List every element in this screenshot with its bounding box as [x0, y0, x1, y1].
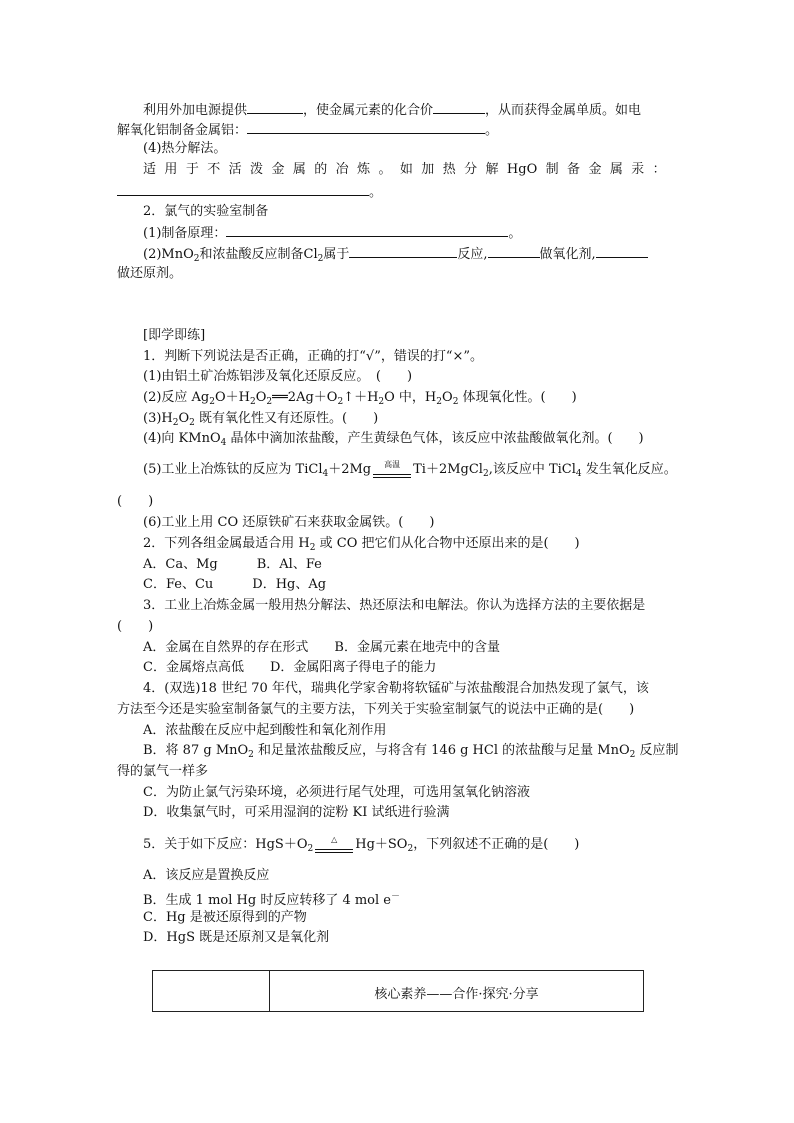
- text-line: (1)制备原理： 。: [143, 226, 522, 241]
- question-4-stem-cont: 方法至今还是实验室制备氯气的主要方法，下列关于实验室制氯气的说法中正确的是( ): [117, 702, 635, 717]
- statement-1: (1)由铝土矿冶炼铝涉及氧化还原反应。 ( ): [143, 369, 413, 384]
- option-d: D．收集氯气时，可采用湿润的淀粉 KI 试纸进行验满: [143, 805, 450, 820]
- statement-6: (6)工业上用 CO 还原铁矿石来获取金属铁。( ): [143, 515, 435, 530]
- blank: [349, 245, 457, 258]
- section-banner: [152, 970, 644, 1012]
- blank: [247, 121, 485, 134]
- question-2-stem: 2．下列各组金属最适合用 $H_2$ 或 CO 把它们从化合物中还原出来的是( ): [143, 536, 580, 553]
- text-line: 。: [117, 183, 382, 201]
- text-line: (2)MnO$_2$和浓盐酸反应制备$Cl_2$属于 反应, 做氧化剂,: [143, 245, 648, 267]
- option-b: B．生成 1 mol Hg 时反应转移了 4 mol e－: [143, 892, 401, 908]
- option-a: A．该反应是置换反应: [143, 868, 270, 883]
- option-c: C．为防止氯气污染环境，必须进行尾气处理，可选用氢氧化钠溶液: [143, 785, 530, 800]
- text-line: (4)热分解法。: [143, 141, 227, 156]
- statement-2: (2)反应 $Ag_2O+H_2O_2══2Ag+O_2↑+H_2O$ 中，$H_2O_2$ 体现氧化性。( ): [143, 390, 577, 407]
- answer-paren: ( ): [117, 494, 154, 509]
- option-c: C．Hg 是被还原得到的产物: [143, 910, 307, 925]
- option-line: C．金属熔点高低 D．金属阳离子得电子的能力: [143, 660, 437, 675]
- blank: [226, 224, 508, 237]
- option-a: A．浓盐酸在反应中起到酸性和氧化剂作用: [143, 723, 387, 738]
- blank: [596, 245, 648, 258]
- option-line: A．金属在自然界的存在形式 B．金属元素在地壳中的含量: [143, 640, 500, 655]
- banner-left-cell: [153, 971, 270, 1011]
- text-line: 做还原剂。: [117, 266, 183, 281]
- question-1-stem: 1．判断下列说法是否正确，正确的打“√”，错误的打“×”。: [143, 349, 484, 364]
- justified-line: 适 用 于 不 活 泼 金 属 的 冶 炼 。 如 加 热 分 解 HgO 制 备 金 属 汞 ：: [143, 162, 666, 177]
- blank: [247, 101, 303, 114]
- section-heading: 2．氯气的实验室制备: [143, 204, 269, 219]
- text-line: 解氧化铝制备金属铝： 。: [117, 123, 499, 138]
- question-4-stem: 4．(双选)18 世纪 70 年代，瑞典化学家舍勒将软锰矿与浓盐酸混合加热发现了氯气，该: [143, 681, 649, 696]
- blank: [117, 183, 369, 196]
- blank: [433, 101, 485, 114]
- answer-paren: ( ): [117, 619, 154, 634]
- section-label: [即学即练]: [143, 328, 206, 343]
- blank: [488, 245, 540, 258]
- option-line: C．Fe、Cu D．Hg、Ag: [143, 577, 327, 592]
- option-b: B．将 87 g MnO$_2$ 和足量浓盐酸反应，与将含有 146 g HCl 的浓盐酸与足量 MnO$_2$ 反应制: [143, 743, 679, 760]
- option-b-cont: 得的氯气一样多: [117, 764, 209, 779]
- option-d: D．HgS 既是还原剂又是氧化剂: [143, 930, 330, 945]
- question-3-stem: 3．工业上冶炼金属一般用热分解法、热还原法和电解法。你认为选择方法的主要依据是: [143, 598, 646, 613]
- statement-4: (4)向 KMnO$_4$ 晶体中滴加浓盐酸，产生黄绿色气体，该反应中浓盐酸做氧化剂。( ): [143, 431, 644, 448]
- statement-5: (5)工业上冶炼钛的反应为 TiCl$_4$＋2Mg 高温 Ti＋2MgCl$_2$,该反应中 TiCl$_4$ 发生氧化反应。: [143, 462, 677, 482]
- reaction-arrow: △: [315, 841, 353, 857]
- banner-title: 核心素养——合作·探究·分享: [374, 987, 539, 1002]
- text-line: 利用外加电源提供 ，使金属元素的化合价 ，从而获得金属单质。如电: [143, 103, 642, 118]
- reaction-arrow: 高温: [373, 466, 411, 482]
- option-line: A．Ca、Mg B．Al、Fe: [143, 557, 322, 572]
- statement-3: $(3)H_2O_2$ 既有氧化性又有还原性。( ): [143, 411, 379, 428]
- question-5-stem: 5．关于如下反应：$HgS+O_2$ △ $Hg+SO_2$，下列叙述不正确的是( ): [143, 837, 579, 857]
